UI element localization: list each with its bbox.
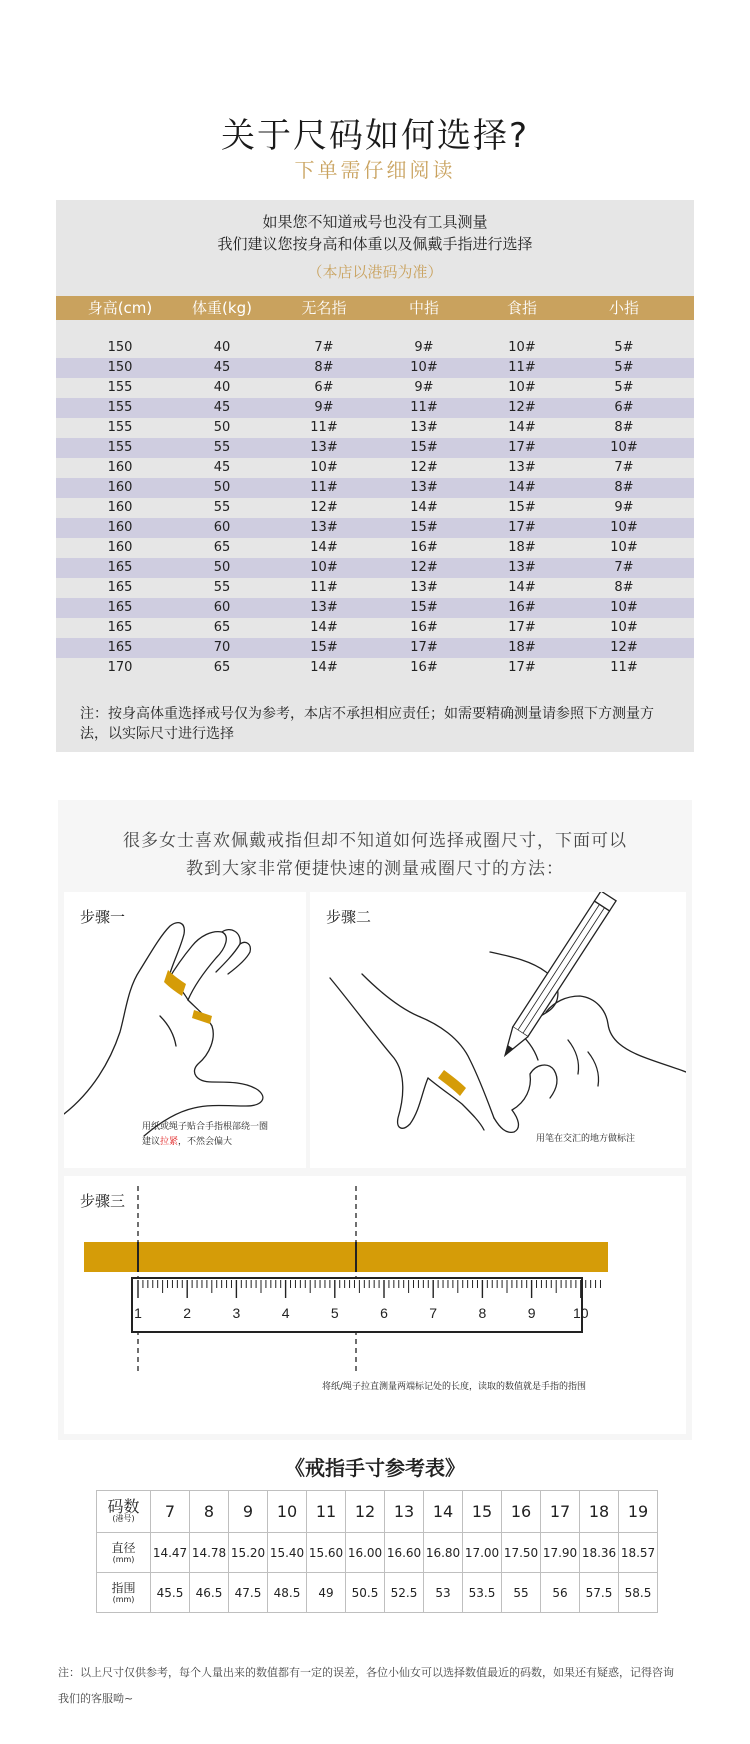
- circumference-cell: 53: [424, 1573, 463, 1613]
- size-table-row: [56, 538, 694, 558]
- size-cell: 8: [190, 1491, 229, 1533]
- circumference-row: [97, 1573, 658, 1613]
- header-height: 身高(cm): [87, 299, 153, 317]
- size-table-cell: 11#: [310, 420, 338, 435]
- size-table-row: [56, 558, 694, 578]
- ruler-illustration: [64, 1176, 686, 1434]
- size-table-cell: 14#: [410, 500, 438, 515]
- diameter-cell: 17.50: [502, 1533, 541, 1573]
- size-table-cell: 5#: [614, 340, 634, 355]
- size-table-cell: 155: [107, 440, 133, 455]
- size-guide-panel: [56, 200, 694, 752]
- size-table-row: [56, 658, 694, 678]
- size-table-row: [56, 478, 694, 498]
- size-table-cell: 18#: [508, 640, 536, 655]
- size-table-body: [56, 338, 694, 678]
- circumference-cell: 45.5: [151, 1573, 190, 1613]
- size-table-cell: 17#: [508, 660, 536, 675]
- diameter-cell: 15.20: [229, 1533, 268, 1573]
- size-table-cell: 11#: [508, 360, 536, 375]
- size-cell: 19: [619, 1491, 658, 1533]
- header-weight: 体重(kg): [192, 299, 252, 317]
- size-table-cell: 5#: [614, 380, 634, 395]
- size-table-cell: 17#: [508, 520, 536, 535]
- diameter-cell: 17.90: [541, 1533, 580, 1573]
- size-table-cell: 12#: [410, 460, 438, 475]
- size-table-cell: 9#: [414, 340, 434, 355]
- diameter-cell: 14.47: [151, 1533, 190, 1573]
- diameter-cell: 16.80: [424, 1533, 463, 1573]
- size-table-cell: 165: [107, 600, 133, 615]
- size-table-cell: 160: [107, 460, 133, 475]
- size-table-cell: 14#: [310, 660, 338, 675]
- size-table-cell: 50: [213, 560, 231, 575]
- size-table-cell: 14#: [310, 540, 338, 555]
- diameter-cell: 16.60: [385, 1533, 424, 1573]
- step-one-label: 步骤一: [80, 908, 126, 926]
- size-table-cell: 7#: [314, 340, 334, 355]
- size-table-cell: 150: [107, 360, 133, 375]
- size-table-cell: 14#: [508, 580, 536, 595]
- ruler-number: 10: [573, 1305, 589, 1321]
- size-table-row: [56, 638, 694, 658]
- size-table-cell: 11#: [410, 400, 438, 415]
- size-table-cell: 8#: [614, 480, 634, 495]
- size-cell: 14: [424, 1491, 463, 1533]
- size-table-cell: 14#: [508, 480, 536, 495]
- size-table-cell: 12#: [310, 500, 338, 515]
- size-table-cell: 7#: [614, 460, 634, 475]
- size-cell: 13: [385, 1491, 424, 1533]
- size-table-cell: 65: [213, 660, 231, 675]
- header-middle-finger: 中指: [408, 299, 439, 317]
- circumference-cell: 46.5: [190, 1573, 229, 1613]
- size-table-cell: 10#: [508, 340, 536, 355]
- circumference-label-main: 指围: [111, 1580, 136, 1595]
- size-table-cell: 65: [213, 540, 231, 555]
- size-table-cell: 160: [107, 540, 133, 555]
- size-cell: 9: [229, 1491, 268, 1533]
- circumference-label-sub: (mm): [112, 1594, 135, 1604]
- size-table-cell: 5#: [614, 360, 634, 375]
- diameter-row: [97, 1533, 658, 1573]
- size-table-cell: 165: [107, 560, 133, 575]
- size-table-cell: 12#: [610, 640, 638, 655]
- measure-intro-1: 很多女士喜欢佩戴戒指但却不知道如何选择戒圈尺寸，下面可以: [123, 831, 627, 851]
- size-table-cell: 15#: [410, 520, 438, 535]
- circumference-cell: 58.5: [619, 1573, 658, 1613]
- size-table-cell: 50: [213, 420, 231, 435]
- page-title: 关于尺码如何选择?: [220, 116, 530, 156]
- size-table-cell: 18#: [508, 540, 536, 555]
- ruler-number: 4: [281, 1305, 290, 1321]
- size-table-row: [56, 578, 694, 598]
- size-table-cell: 15#: [410, 600, 438, 615]
- size-table-cell: 17#: [410, 640, 438, 655]
- size-table-cell: 10#: [410, 360, 438, 375]
- size-table-cell: 7#: [614, 560, 634, 575]
- ruler-number: 5: [330, 1305, 339, 1321]
- size-table-row: [56, 398, 694, 418]
- step-one-caption-line2: [142, 1135, 268, 1150]
- size-table-cell: 11#: [610, 660, 638, 675]
- ruler-number: 7: [429, 1305, 438, 1321]
- size-table-cell: 60: [213, 600, 231, 615]
- diameter-cell: 18.36: [580, 1533, 619, 1573]
- size-row: [97, 1491, 658, 1533]
- circumference-cell: 53.5: [463, 1573, 502, 1613]
- circumference-cell: 55: [502, 1573, 541, 1613]
- size-table-cell: 10#: [610, 540, 638, 555]
- step-one-caption-highlight: 拉紧: [160, 1137, 179, 1147]
- step-one-caption-prefix: 建议: [142, 1137, 161, 1147]
- circumference-cell: 57.5: [580, 1573, 619, 1613]
- step-one-caption: [142, 1120, 268, 1150]
- size-table-cell: 10#: [310, 560, 338, 575]
- size-table-cell: 65: [213, 620, 231, 635]
- step-two-caption: 用笔在交汇的地方做标注: [536, 1134, 636, 1144]
- size-table-cell: 50: [213, 480, 231, 495]
- size-guide-disclaimer: 注：按身高体重选择戒号仅为参考，本店不承担相应责任；如需要精确测量请参照下方测量方法，以实际尺寸进行选择: [80, 706, 654, 742]
- size-table-cell: 16#: [410, 620, 438, 635]
- size-table-cell: 9#: [414, 380, 434, 395]
- ruler-number: 2: [183, 1305, 192, 1321]
- size-table-cell: 155: [107, 380, 133, 395]
- size-table-cell: 10#: [610, 620, 638, 635]
- step-two-panel: [310, 892, 686, 1168]
- size-table-cell: 170: [107, 660, 133, 675]
- size-table-cell: 13#: [310, 600, 338, 615]
- ruler-number: 6: [380, 1305, 388, 1321]
- step-one-caption-suffix: ，不然会偏大: [178, 1137, 233, 1147]
- step-three-panel: [64, 1176, 686, 1434]
- size-table-cell: 16#: [508, 600, 536, 615]
- circumference-cell: 50.5: [346, 1573, 385, 1613]
- diameter-cell: 18.57: [619, 1533, 658, 1573]
- ruler-number: 3: [232, 1305, 241, 1321]
- ruler-body: [132, 1278, 582, 1332]
- reference-table: [96, 1490, 658, 1613]
- size-cell: 7: [151, 1491, 190, 1533]
- size-table-cell: 14#: [310, 620, 338, 635]
- size-table-cell: 6#: [614, 400, 634, 415]
- reference-title: 《戒指手寸参考表》: [285, 1456, 465, 1480]
- size-label-sub: (港号): [112, 1513, 135, 1523]
- measure-intro-2: 教到大家非常便捷快速的测量戒圈尺寸的方法：: [186, 859, 564, 879]
- size-table-cell: 70: [213, 640, 231, 655]
- size-table-cell: 13#: [410, 580, 438, 595]
- size-table-cell: 12#: [410, 560, 438, 575]
- size-guide-intro-2: 我们建议您按身高和体重以及佩戴手指进行选择: [217, 235, 533, 253]
- step-three-label: 步骤三: [80, 1192, 126, 1210]
- size-table-cell: 150: [107, 340, 133, 355]
- size-table-cell: 55: [213, 500, 231, 515]
- size-table-cell: 13#: [310, 440, 338, 455]
- size-table-cell: 165: [107, 620, 133, 635]
- circumference-cell: 48.5: [268, 1573, 307, 1613]
- size-table-cell: 10#: [310, 460, 338, 475]
- pencil-mark-illustration: [310, 892, 686, 1168]
- size-table-cell: 10#: [508, 380, 536, 395]
- measure-panel: [58, 800, 692, 1440]
- step-one-caption-line1: 用纸或绳子贴合手指根部绕一圈: [142, 1122, 269, 1132]
- size-table-row: [56, 338, 694, 358]
- size-table-cell: 13#: [410, 480, 438, 495]
- diameter-label-main: 直径: [111, 1540, 136, 1555]
- size-table-row: [56, 378, 694, 398]
- size-table-cell: 45: [213, 360, 231, 375]
- size-table-row: [56, 598, 694, 618]
- size-table-cell: 13#: [508, 460, 536, 475]
- step-three-caption: 将纸/绳子拉直测量两端标记处的长度，读取的数值就是手指的指围: [322, 1382, 587, 1392]
- size-table-cell: 17#: [508, 620, 536, 635]
- size-table-cell: 6#: [314, 380, 334, 395]
- size-cell: 16: [502, 1491, 541, 1533]
- size-table-cell: 60: [213, 520, 231, 535]
- size-table-cell: 15#: [310, 640, 338, 655]
- ruler-number: 8: [478, 1305, 487, 1321]
- ruler-number: 1: [134, 1305, 142, 1321]
- size-table-cell: 9#: [314, 400, 334, 415]
- diameter-cell: 17.00: [463, 1533, 502, 1573]
- size-table-row: [56, 518, 694, 538]
- size-cell: 15: [463, 1491, 502, 1533]
- size-table-row: [56, 498, 694, 518]
- size-cell: 18: [580, 1491, 619, 1533]
- circumference-cell: 56: [541, 1573, 580, 1613]
- size-table-cell: 14#: [508, 420, 536, 435]
- size-table-cell: 160: [107, 480, 133, 495]
- diameter-label-sub: (mm): [112, 1554, 135, 1564]
- page-subtitle: 下单需仔细阅读: [294, 158, 456, 182]
- size-table-cell: 160: [107, 500, 133, 515]
- size-table-row: [56, 358, 694, 378]
- size-table-cell: 9#: [614, 500, 634, 515]
- size-guide-intro-1: 如果您不知道戒号也没有工具测量: [262, 213, 488, 231]
- size-table-cell: 8#: [614, 420, 634, 435]
- size-table-cell: 15#: [508, 500, 536, 515]
- size-table-row: [56, 418, 694, 438]
- size-table-cell: 155: [107, 420, 133, 435]
- size-table-cell: 15#: [410, 440, 438, 455]
- circumference-cell: 47.5: [229, 1573, 268, 1613]
- size-table-cell: 13#: [310, 520, 338, 535]
- size-table-row: [56, 618, 694, 638]
- size-cell: 12: [346, 1491, 385, 1533]
- size-table-cell: 55: [213, 440, 231, 455]
- diameter-cell: 15.60: [307, 1533, 346, 1573]
- size-table-cell: 16#: [410, 660, 438, 675]
- size-table-cell: 13#: [508, 560, 536, 575]
- size-table-cell: 165: [107, 580, 133, 595]
- circumference-cell: 52.5: [385, 1573, 424, 1613]
- size-table-cell: 10#: [610, 440, 638, 455]
- size-table-cell: 155: [107, 400, 133, 415]
- header-index-finger: 食指: [506, 299, 537, 317]
- size-table-cell: 17#: [508, 440, 536, 455]
- size-table-cell: 160: [107, 520, 133, 535]
- size-table-cell: 8#: [314, 360, 334, 375]
- diameter-cell: 14.78: [190, 1533, 229, 1573]
- step-two-label: 步骤二: [326, 908, 372, 926]
- size-table-cell: 10#: [610, 600, 638, 615]
- size-table-cell: 11#: [310, 580, 338, 595]
- size-table-cell: 11#: [310, 480, 338, 495]
- header-ring-finger: 无名指: [301, 299, 347, 317]
- size-guide-note: （本店以港码为准）: [307, 263, 443, 281]
- size-table-row: [56, 438, 694, 458]
- circumference-cell: 49: [307, 1573, 346, 1613]
- header-little-finger: 小指: [608, 299, 639, 317]
- size-row-label: [97, 1491, 151, 1533]
- size-table-cell: 40: [213, 340, 231, 355]
- paper-strip: [84, 1242, 608, 1272]
- size-cell: 10: [268, 1491, 307, 1533]
- size-table-header: [56, 296, 694, 320]
- size-label-main: 码数: [107, 1496, 140, 1516]
- size-table-cell: 13#: [410, 420, 438, 435]
- size-cell: 11: [307, 1491, 346, 1533]
- size-table-cell: 45: [213, 460, 231, 475]
- size-table-cell: 8#: [614, 580, 634, 595]
- footnote: 注：以上尺寸仅供参考，每个人量出来的数值都有一定的误差，各位小仙女可以选择数值最近的码数，如果还有疑惑，记得咨询我们的客服呦~: [58, 1666, 674, 1705]
- diameter-cell: 16.00: [346, 1533, 385, 1573]
- size-table-cell: 40: [213, 380, 231, 395]
- size-table-cell: 165: [107, 640, 133, 655]
- size-table-cell: 55: [213, 580, 231, 595]
- diameter-cell: 15.40: [268, 1533, 307, 1573]
- size-table-row: [56, 458, 694, 478]
- ruler-number: 9: [527, 1305, 536, 1321]
- circumference-row-label: [97, 1573, 151, 1613]
- size-table-cell: 45: [213, 400, 231, 415]
- size-table-cell: 12#: [508, 400, 536, 415]
- size-table-cell: 10#: [610, 520, 638, 535]
- step-one-panel: [64, 892, 306, 1168]
- diameter-row-label: [97, 1533, 151, 1573]
- size-table-cell: 16#: [410, 540, 438, 555]
- size-cell: 17: [541, 1491, 580, 1533]
